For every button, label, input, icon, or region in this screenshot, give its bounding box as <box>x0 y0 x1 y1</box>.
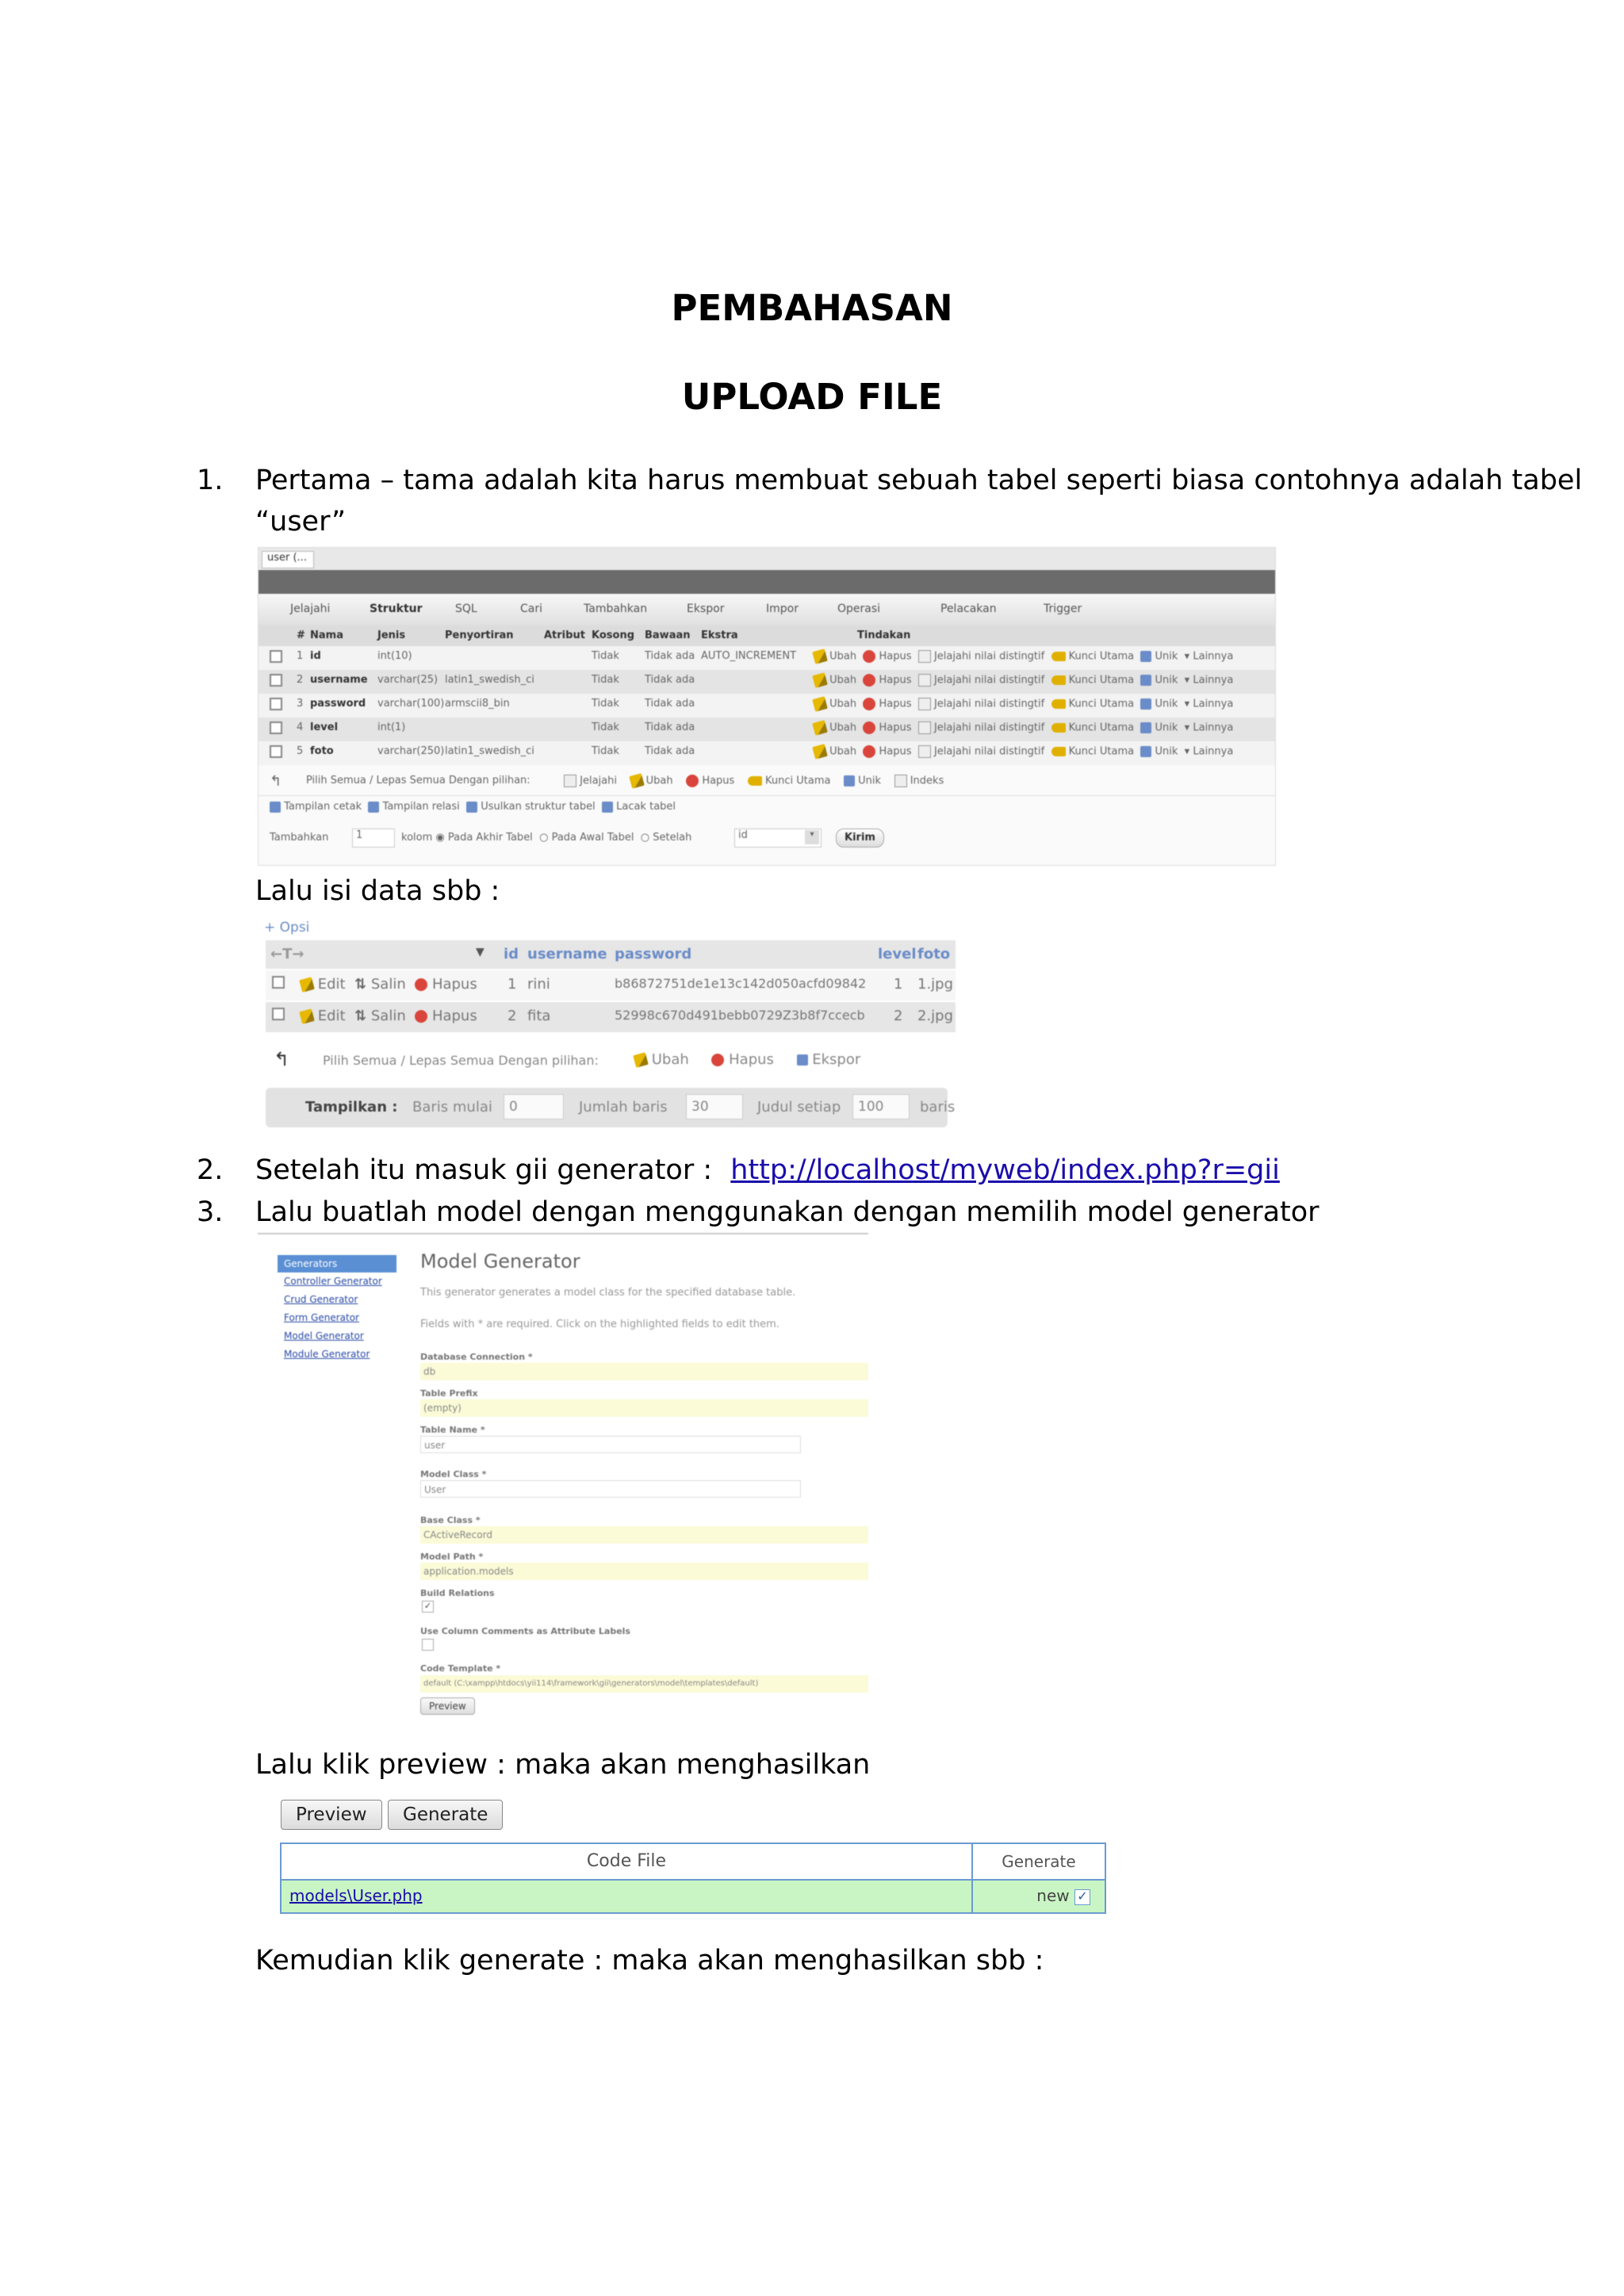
model-path-field[interactable]: application.models <box>420 1563 868 1580</box>
preview-button[interactable]: Preview <box>281 1800 382 1830</box>
row-checkbox <box>270 745 282 758</box>
row-type: int(1) <box>377 721 406 733</box>
table-divider-vertical <box>971 1844 973 1912</box>
generate-header: Generate <box>973 1844 1105 1879</box>
kirim-button[interactable]: Kirim <box>836 828 884 848</box>
db-connection-label: Database Connection * <box>420 1352 533 1362</box>
sidebar-link-model[interactable]: Model Generator <box>284 1330 364 1341</box>
row-actions: Ubah Hapus Jelajahi nilai distingtif Kunci Utama Unik ▾ Lainnya <box>814 698 1233 710</box>
browser-tab: user (... <box>262 551 314 568</box>
cell-password: 52998c670d491bebb0729Z3b8f7ccecb <box>615 1008 865 1023</box>
caption-fill-data: Lalu isi data sbb : <box>255 875 500 907</box>
table-prefix-label: Table Prefix <box>420 1388 478 1399</box>
row-default: Tidak ada <box>645 745 695 757</box>
step-2-line <box>255 1150 1280 1191</box>
col-level[interactable]: level <box>878 946 917 962</box>
row-type: varchar(250) <box>377 745 445 757</box>
menu-import: Impor <box>766 603 799 615</box>
row-checkbox <box>270 674 282 687</box>
pma-menu <box>259 594 1275 626</box>
add-column-form <box>259 825 1275 854</box>
show-label: Tampilkan : <box>305 1099 398 1115</box>
row-checkbox <box>270 698 282 710</box>
row-checkbox[interactable] <box>272 976 285 989</box>
table-data-screenshot <box>258 920 971 1134</box>
table-divider-horizontal <box>282 1879 1105 1881</box>
col-actions: Tindakan <box>857 629 911 641</box>
after-column-select[interactable]: id ▾ <box>734 828 822 848</box>
generate-checkbox[interactable]: ✓ <box>1074 1889 1090 1905</box>
row-null: Tidak <box>592 698 619 710</box>
row-null: Tidak <box>592 745 619 757</box>
cell-level: 1 <box>894 976 903 993</box>
menu-operations: Operasi <box>837 603 881 615</box>
row-no: 4 <box>297 721 304 733</box>
step-2-number: 2. <box>197 1154 224 1186</box>
cell-password: b86872751de1e13c142d050acfd09842 <box>615 976 867 991</box>
footer-links: Tampilan cetak Tampilan relasi Usulkan struktur tabel Lacak tabel <box>270 801 676 813</box>
row-name: level <box>310 721 339 733</box>
model-path-label: Model Path * <box>420 1552 484 1562</box>
col-type: Jenis <box>377 629 406 641</box>
structure-footer-actions <box>259 770 1275 794</box>
row-no: 3 <box>297 698 304 710</box>
sort-arrow-icon: ▼ <box>476 946 485 959</box>
col-name: Nama <box>310 629 343 641</box>
options-toggle[interactable]: + Opsi <box>264 920 310 936</box>
table-name-field[interactable]: user <box>420 1436 801 1453</box>
check-all-label: Pilih Semua / Lepas Semua Dengan pilihan: <box>306 775 530 786</box>
page-title: PEMBAHASAN <box>671 287 953 329</box>
model-generator-screenshot <box>258 1233 876 1740</box>
generator-hint: Fields with * are required. Click on the highlighted fields to edit them. <box>420 1318 779 1330</box>
preview-result-screenshot <box>274 1793 1114 1920</box>
col-default: Bawaan <box>645 629 691 641</box>
menu-triggers: Trigger <box>1044 603 1082 615</box>
row-count-input[interactable]: 30 <box>686 1094 743 1119</box>
column-arrows: ←T→ <box>270 946 304 962</box>
menu-insert: Tambahkan <box>584 603 648 615</box>
generator-description: This generator generates a model class for the specified database table. <box>420 1287 796 1299</box>
menu-sql: SQL <box>455 603 477 615</box>
col-username[interactable]: username <box>527 946 607 962</box>
model-class-field[interactable]: User <box>420 1480 801 1498</box>
browser-tabbar <box>259 548 1275 570</box>
col-null: Kosong <box>592 629 635 641</box>
data-row <box>266 970 956 1001</box>
generate-cell <box>973 1879 1105 1912</box>
row-default: Tidak ada <box>645 650 695 662</box>
model-class-label: Model Class * <box>420 1469 487 1479</box>
gii-url-link[interactable]: http://localhost/myweb/index.php?r=gii <box>730 1154 1280 1186</box>
col-hash: # <box>297 629 305 641</box>
row-default: Tidak ada <box>645 674 695 686</box>
cell-username: rini <box>527 976 550 993</box>
caption-generate: Kemudian klik generate : maka akan menghasilkan sbb : <box>255 1945 1044 1976</box>
select-arrow-icon: ↰ <box>270 773 282 790</box>
row-name: id <box>310 650 321 662</box>
sidebar-link-form[interactable]: Form Generator <box>284 1312 359 1323</box>
code-file-cell <box>282 1879 971 1912</box>
row-checkbox[interactable] <box>272 1008 285 1020</box>
build-relations-label: Build Relations <box>420 1588 495 1598</box>
row-collation: latin1_swedish_ci <box>445 674 534 686</box>
data-footer-actions <box>266 1047 956 1075</box>
cell-foto: 2.jpg <box>917 1008 954 1024</box>
sidebar-header: Generators <box>278 1255 396 1272</box>
sidebar-link-crud[interactable]: Crud Generator <box>284 1294 358 1305</box>
step-3-number: 3. <box>197 1196 224 1228</box>
row-actions: Ubah Hapus Jelajahi nilai distingtif Kunci Utama Unik ▾ Lainnya <box>814 650 1233 663</box>
menu-browse: Jelajahi <box>290 603 331 615</box>
menu-export: Ekspor <box>687 603 725 615</box>
generate-button[interactable]: Generate <box>388 1800 503 1830</box>
generator-sidebar <box>278 1255 396 1364</box>
structure-row <box>259 670 1275 694</box>
menu-search: Cari <box>520 603 542 615</box>
base-class-field[interactable]: CActiveRecord <box>420 1526 868 1544</box>
base-class-label: Base Class * <box>420 1515 481 1525</box>
page-subtitle: UPLOAD FILE <box>681 376 943 418</box>
cell-level: 2 <box>894 1008 903 1024</box>
row-no: 5 <box>297 745 304 757</box>
header-every-input[interactable]: 100 <box>852 1094 910 1119</box>
caption-preview: Lalu klik preview : maka akan menghasilkan <box>255 1749 871 1781</box>
row-null: Tidak <box>592 650 619 662</box>
footer-actions: Ubah Hapus Ekspor <box>634 1051 860 1068</box>
add-column-position: kolom ◉ Pada Akhir Tabel ○ Pada Awal Tabel ○ Setelah <box>401 832 692 844</box>
row-extra: AUTO_INCREMENT <box>701 650 797 662</box>
breadcrumb-bar <box>259 570 1275 594</box>
menu-tracking: Pelacakan <box>940 603 997 615</box>
cell-id: 2 <box>508 1008 517 1024</box>
row-type: varchar(25) <box>377 674 439 686</box>
column-comments-label: Use Column Comments as Attribute Labels <box>420 1626 630 1636</box>
col-id[interactable]: id <box>504 946 519 962</box>
row-default: Tidak ada <box>645 698 695 710</box>
code-template-label: Code Template * <box>420 1663 501 1674</box>
col-password[interactable]: password <box>615 946 692 962</box>
row-default: Tidak ada <box>645 721 695 733</box>
data-header <box>266 940 956 969</box>
count-label: Jumlah baris <box>579 1099 668 1115</box>
row-actions: Ubah Hapus Jelajahi nilai distingtif Kunci Utama Unik ▾ Lainnya <box>814 674 1233 687</box>
display-options-bar <box>266 1088 956 1127</box>
step-3-text: Lalu buatlah model dengan menggunakan dengan memilih model generator <box>255 1196 1320 1228</box>
col-collation: Penyortiran <box>445 629 514 641</box>
code-file-header: Code File <box>282 1844 971 1879</box>
structure-header <box>259 626 1275 646</box>
step-1-number: 1. <box>197 465 224 496</box>
col-foto[interactable]: foto <box>917 946 951 962</box>
cell-username: fita <box>527 1008 551 1024</box>
header-every-label: Judul setiap <box>757 1099 841 1115</box>
start-row-input[interactable]: 0 <box>504 1094 564 1119</box>
sidebar-link-module[interactable]: Module Generator <box>284 1349 370 1360</box>
cell-foto: 1.jpg <box>917 976 954 993</box>
top-divider <box>258 1233 868 1234</box>
row-actions: Ubah Hapus Jelajahi nilai distingtif Kunci Utama Unik ▾ Lainnya <box>814 745 1233 758</box>
step-1-text: Pertama – tama adalah kita harus membuat sebuah tabel seperti biasa contohnya adalah tabel <box>255 465 1583 496</box>
build-relations-checkbox[interactable]: ✓ <box>422 1601 434 1613</box>
check-all-label: Pilih Semua / Lepas Semua Dengan pilihan: <box>323 1053 599 1068</box>
row-name: foto <box>310 745 334 757</box>
model-file-link[interactable]: models\User.php <box>289 1886 423 1905</box>
row-null: Tidak <box>592 674 619 686</box>
start-label: Baris mulai <box>412 1099 492 1115</box>
row-name: username <box>310 674 368 686</box>
row-type: int(10) <box>377 650 412 662</box>
row-null: Tidak <box>592 721 619 733</box>
table-name-label: Table Name * <box>420 1425 485 1435</box>
sidebar-link-controller[interactable]: Controller Generator <box>284 1276 382 1287</box>
col-attributes: Atribut <box>544 629 585 641</box>
row-actions: Edit ⇅ Salin Hapus <box>301 1008 477 1024</box>
cell-id: 1 <box>508 976 517 993</box>
row-checkbox <box>270 650 282 663</box>
row-collation: latin1_swedish_ci <box>445 745 534 757</box>
file-status: new <box>1036 1886 1070 1905</box>
code-file-table <box>280 1843 1106 1914</box>
column-comments-checkbox[interactable] <box>422 1639 434 1651</box>
step-1-text-cont: “user” <box>255 506 347 538</box>
structure-row <box>259 718 1275 741</box>
footer-actions: Jelajahi Ubah Hapus Kunci Utama Unik Indeks <box>564 775 944 787</box>
generator-title: Model Generator <box>420 1250 580 1272</box>
db-connection-field[interactable]: db <box>420 1363 868 1380</box>
add-column-label: Tambahkan <box>270 832 329 844</box>
table-prefix-field[interactable]: (empty) <box>420 1399 868 1417</box>
add-column-count-input[interactable]: 1 <box>352 828 395 848</box>
structure-row <box>259 741 1275 765</box>
row-actions: Ubah Hapus Jelajahi nilai distingtif Kunci Utama Unik ▾ Lainnya <box>814 721 1233 734</box>
select-arrow-icon: ↰ <box>274 1048 290 1070</box>
data-row <box>266 1002 956 1032</box>
structure-footer-links <box>259 795 1275 818</box>
row-collation: armscii8_bin <box>445 698 510 710</box>
row-actions: Edit ⇅ Salin Hapus <box>301 976 477 993</box>
row-name: password <box>310 698 366 710</box>
preview-button[interactable]: Preview <box>420 1697 475 1715</box>
row-type: varchar(100) <box>377 698 445 710</box>
structure-row <box>259 694 1275 718</box>
col-extra: Ekstra <box>701 629 738 641</box>
row-no: 2 <box>297 674 304 686</box>
structure-row <box>259 646 1275 670</box>
step-2-text: Setelah itu masuk gii generator : <box>255 1154 713 1186</box>
row-no: 1 <box>297 650 304 662</box>
menu-structure: Struktur <box>370 603 423 615</box>
row-checkbox <box>270 721 282 734</box>
rows-label: baris <box>920 1099 956 1115</box>
code-template-field[interactable]: default (C:\xampp\htdocs\yii114\framework\gii\generators\model\templates\default) <box>420 1675 868 1693</box>
table-structure-screenshot <box>258 547 1276 866</box>
